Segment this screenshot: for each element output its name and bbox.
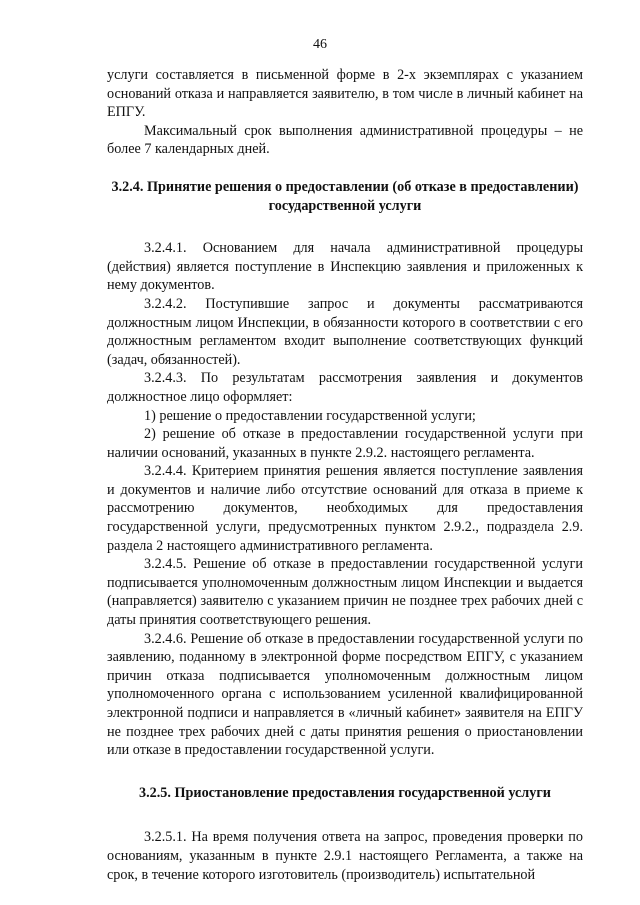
- paragraph: 3.2.4.2. Поступившие запрос и документы рассматриваются должностным лицом Инспекции, в обязанности которого в соответствии с его должностным регламентом входит выполнение соответствующих функций (задач, обязанностей).: [107, 295, 583, 368]
- paragraph: услуги составляется в письменной форме в 2-х экземплярах с указанием оснований отказа и направляется заявителю, в том числе в личный кабинет на ЕПГУ.: [107, 67, 583, 121]
- paragraph: 3.2.5.1. На время получения ответа на запрос, проведения проверки по основаниям, указанным в пункте 2.9.1 настоящего Регламента, а также на срок, в течение которого изготовитель (производитель) испытательной: [107, 829, 583, 883]
- page-number: 46: [313, 37, 327, 52]
- list-item: 2) решение об отказе в предоставлении государственной услуги при наличии оснований, указанных в пункте 2.9.2. настоящего регламента.: [107, 426, 583, 461]
- paragraph: 3.2.4.3. По результатам рассмотрения заявления и документов должностное лицо оформляет:: [107, 370, 583, 405]
- paragraph: Максимальный срок выполнения административной процедуры – не более 7 календарных дней.: [107, 122, 583, 158]
- list-item: 1) решение о предоставлении государственной услуги;: [144, 407, 476, 424]
- section-heading-3-2-4: 3.2.4. Принятие решения о предоставлении (об отказе в предоставлении) государственной услуги: [111, 178, 579, 214]
- paragraph: 3.2.4.1. Основанием для начала административной процедуры (действия) является поступление в Инспекцию заявления и приложенных к нему документов.: [107, 240, 583, 294]
- paragraph: 3.2.4.5. Решение об отказе в предоставлении государственной услуги подписывается уполномоченным должностным лицом Инспекции и выдается (направляется) заявителю с указанием причин не позднее трех рабочих дней с даты принятия соответствующего решения.: [107, 556, 583, 629]
- page-content: [107, 66, 583, 884]
- paragraph: 3.2.4.6. Решение об отказе в предоставлении государственной услуги по заявлению, поданному в электронной форме посредством ЕПГУ, с указанием причин отказа подписывается уполномоченным должностным лицом уполномоченного органа с использованием усиленной квалифицированной электронной подписи и направляется в «личный кабинет» заявителя на ЕПГУ не позднее трех рабочих дней с даты принятия решения о приостановлении или отказе в предоставлении государственной услуги.: [107, 630, 583, 759]
- paragraph: 3.2.4.4. Критерием принятия решения является поступление заявления и документов и наличие либо отсутствие оснований для отказа в приеме к рассмотрению документов, необходимых для предоставления государственной услуги, предусмотренных пунктом 2.9.2., подраздела 2.9. раздела 2 настоящего административного регламента.: [107, 463, 583, 554]
- section-heading-3-2-5: 3.2.5. Приостановление предоставления государственной услуги: [139, 784, 551, 801]
